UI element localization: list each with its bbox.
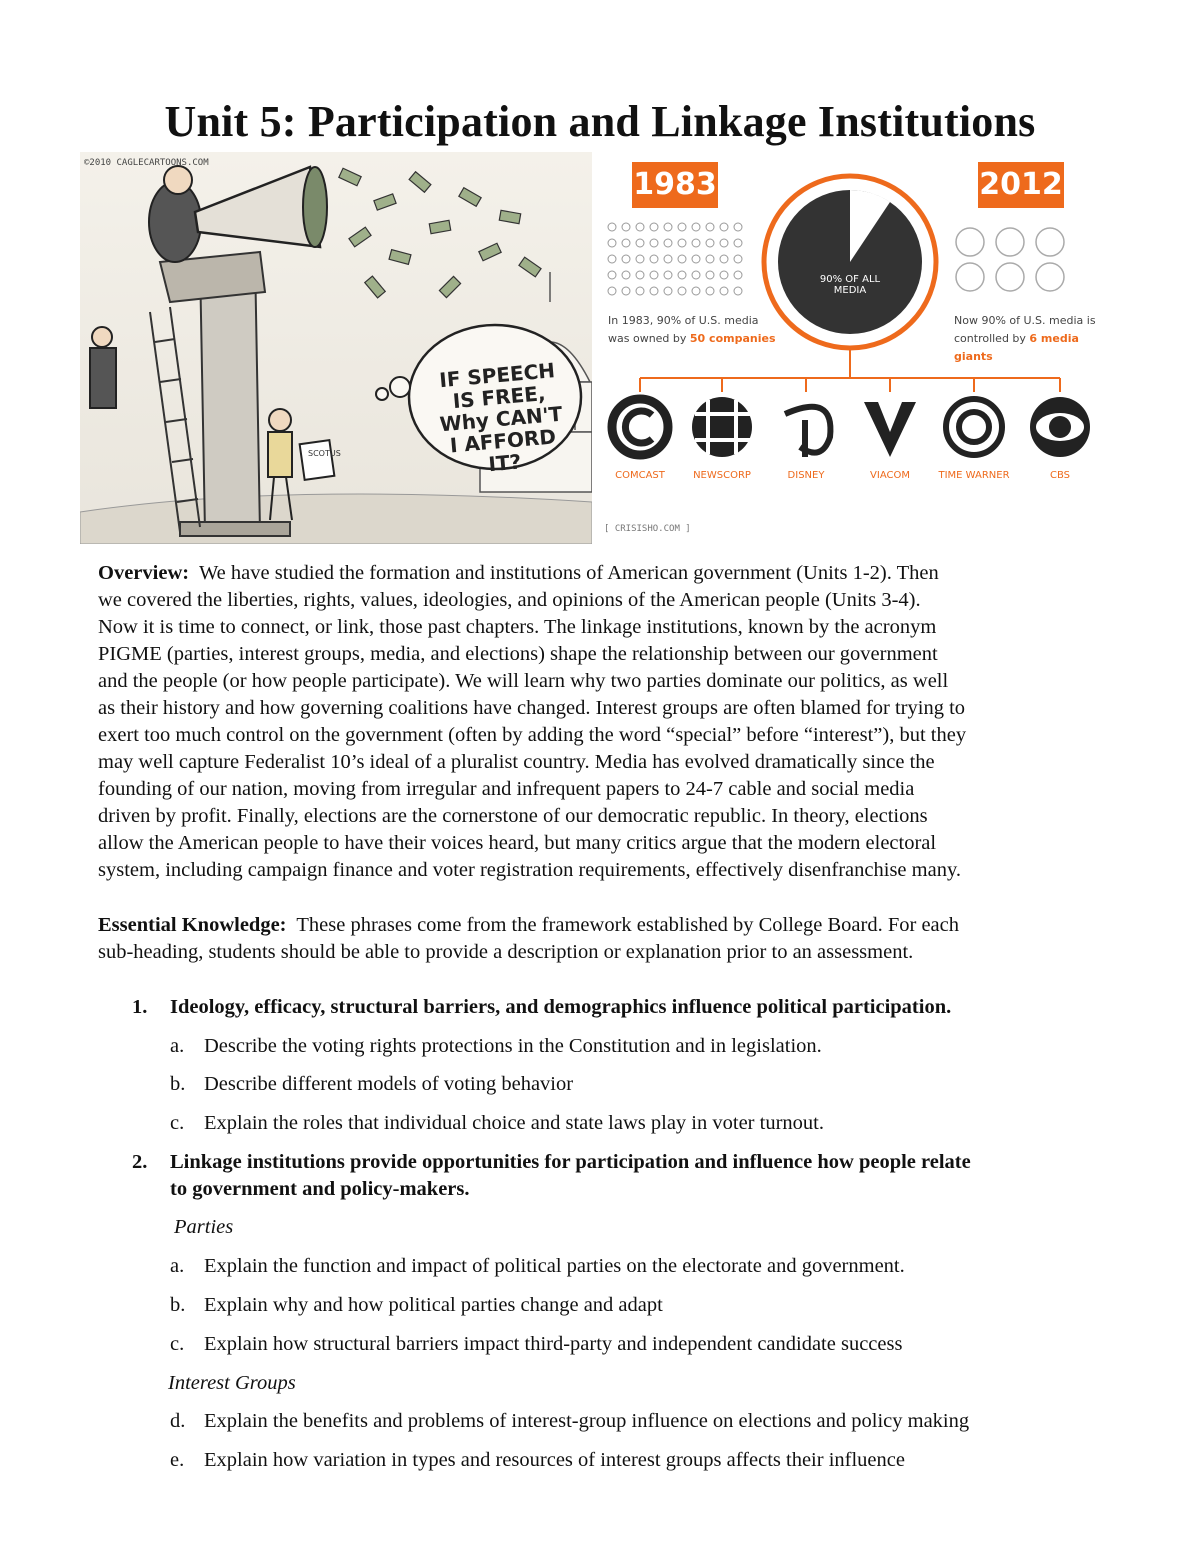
year-2012-badge: 2012 bbox=[978, 162, 1064, 208]
company-dot bbox=[706, 271, 714, 279]
cartoon-credit: ©2010 CAGLECARTOONS.COM bbox=[84, 158, 209, 168]
overview-line: allow the American people to have their voices heard, but many critics argue that the modern electoral bbox=[98, 832, 937, 854]
company-dot bbox=[608, 223, 616, 231]
overview-line: as their history and how governing coalitions have changed. Interest groups are often blamed for trying to bbox=[98, 697, 966, 719]
cartoon-bubble-text: IF SPEECH IS FREE, Why CAN'T I AFFORD IT? bbox=[438, 358, 564, 477]
list-heading: Ideology, efficacy, structural barriers, and demographics influence political participation. bbox=[170, 996, 952, 1018]
overview-line bbox=[98, 560, 1108, 587]
caption-2012 bbox=[954, 312, 1120, 366]
company-dot bbox=[706, 223, 714, 231]
company-dot bbox=[706, 287, 714, 295]
company-dot bbox=[608, 287, 616, 295]
caption-2012-highlight: 6 media giants bbox=[954, 332, 1079, 363]
company-dot bbox=[608, 239, 616, 247]
subheading-interest-groups: Interest Groups bbox=[168, 1372, 296, 1394]
overview-line: we covered the liberties, rights, values, ideologies, and opinions of the American people (Units 3-4). bbox=[98, 589, 921, 611]
sub-letter: b. bbox=[170, 1294, 186, 1316]
overview-line: may well capture Federalist 10’s ideal of a pluralist country. Media has evolved dramatically since the bbox=[98, 751, 935, 773]
company-dot bbox=[664, 239, 672, 247]
overview-line: driven by profit. Finally, elections are the cornerstone of our democratic republic. In theory, elections bbox=[98, 805, 928, 827]
company-dot bbox=[692, 271, 700, 279]
essential-line bbox=[98, 912, 1108, 939]
essential-text: These phrases come from the framework established by College Board. For each bbox=[296, 914, 960, 936]
company-dot bbox=[622, 255, 630, 263]
company-dot bbox=[608, 271, 616, 279]
list-number: 1. bbox=[132, 996, 148, 1018]
caption-1983-line1: In 1983, 90% of U.S. media bbox=[608, 314, 759, 327]
company-dot bbox=[720, 239, 728, 247]
company-dot bbox=[678, 287, 686, 295]
essential-knowledge-paragraph bbox=[98, 912, 1108, 966]
logo-label-time-warner: TIME WARNER bbox=[938, 470, 1010, 481]
company-dot bbox=[622, 223, 630, 231]
logo-label-cbs: CBS bbox=[1049, 470, 1070, 481]
company-dot bbox=[664, 255, 672, 263]
overview-label: Overview: bbox=[98, 562, 190, 584]
overview-line: exert too much control on the government (often by adding the word “special” before “interest”), but they bbox=[98, 724, 967, 746]
company-dot bbox=[664, 287, 672, 295]
logo-label-viacom: VIACOM bbox=[870, 470, 910, 481]
company-dot bbox=[706, 255, 714, 263]
sub-letter: c. bbox=[170, 1112, 185, 1134]
overview-text: We have studied the formation and institutions of American government (Units 1-2). Then bbox=[198, 562, 939, 584]
sub-letter: a. bbox=[170, 1255, 185, 1277]
company-dot bbox=[622, 271, 630, 279]
company-dot bbox=[636, 287, 644, 295]
sub-letter: b. bbox=[170, 1073, 186, 1095]
company-dot bbox=[720, 255, 728, 263]
company-dot bbox=[622, 239, 630, 247]
cartoon-sign-text: SCOTUS bbox=[308, 449, 341, 458]
sub-text: Explain how structural barriers impact third-party and independent candidate success bbox=[204, 1333, 903, 1355]
cartoon-drawing bbox=[80, 152, 592, 544]
caption-2012-line2 bbox=[954, 330, 1120, 366]
company-dot bbox=[636, 223, 644, 231]
list-heading-line1: Linkage institutions provide opportunities for participation and influence how people relate bbox=[170, 1151, 971, 1173]
company-dot bbox=[636, 255, 644, 263]
company-dot bbox=[622, 287, 630, 295]
company-dot bbox=[650, 223, 658, 231]
sub-text: Explain how variation in types and resources of interest groups affects their influence bbox=[204, 1449, 905, 1471]
sub-text: Describe the voting rights protections in the Constitution and in legislation. bbox=[204, 1035, 822, 1057]
company-dot bbox=[650, 239, 658, 247]
overview-line: Now it is time to connect, or link, those past chapters. The linkage institutions, known by the acronym bbox=[98, 616, 937, 638]
sub-text: Explain the function and impact of political parties on the electorate and government. bbox=[204, 1255, 905, 1277]
sub-letter: d. bbox=[170, 1410, 186, 1432]
page-title: Unit 5: Participation and Linkage Institutions bbox=[164, 97, 1036, 146]
overview-line: system, including campaign finance and voter registration requirements, effectively disenfranchise many. bbox=[98, 859, 961, 881]
caption-1983 bbox=[608, 312, 776, 348]
logo-label-newscorp: NEWSCORP bbox=[693, 470, 751, 481]
company-dot bbox=[692, 255, 700, 263]
company-dot bbox=[706, 239, 714, 247]
caption-1983-highlight: 50 companies bbox=[689, 332, 776, 345]
sub-text: Explain the roles that individual choice and state laws play in voter turnout. bbox=[204, 1112, 824, 1134]
caption-2012-text: controlled by bbox=[954, 332, 1030, 345]
company-dot bbox=[692, 239, 700, 247]
overview-line: PIGME (parties, interest groups, media, and elections) shape the relationship between our government bbox=[98, 643, 938, 665]
company-dot bbox=[734, 271, 742, 279]
company-dot bbox=[734, 255, 742, 263]
company-dot bbox=[678, 223, 686, 231]
sub-text: Explain the benefits and problems of interest-group influence on elections and policy making bbox=[204, 1410, 970, 1432]
logo-label-comcast: COMCAST bbox=[615, 470, 665, 481]
sub-letter: e. bbox=[170, 1449, 185, 1471]
company-dot bbox=[636, 239, 644, 247]
company-dot bbox=[734, 223, 742, 231]
company-dot bbox=[734, 287, 742, 295]
subheading-parties: Parties bbox=[174, 1216, 234, 1238]
sub-text: Explain why and how political parties change and adapt bbox=[204, 1294, 663, 1316]
company-dot bbox=[692, 287, 700, 295]
company-dot bbox=[650, 287, 658, 295]
company-dot bbox=[720, 223, 728, 231]
year-1983-badge: 1983 bbox=[632, 162, 718, 208]
overview-paragraph bbox=[98, 560, 1108, 884]
political-cartoon bbox=[80, 152, 592, 544]
pie-center-label: 90% OF ALL MEDIA bbox=[819, 274, 881, 296]
caption-1983-line2 bbox=[608, 330, 776, 348]
company-dot bbox=[636, 271, 644, 279]
company-dot bbox=[720, 271, 728, 279]
sub-text: Describe different models of voting behavior bbox=[204, 1073, 574, 1095]
company-dot bbox=[734, 239, 742, 247]
essential-line: sub-heading, students should be able to provide a description or explanation prior to an assessment. bbox=[98, 941, 914, 963]
company-dot bbox=[608, 255, 616, 263]
logo-label-disney: DISNEY bbox=[787, 470, 825, 481]
caption-1983-text: was owned by bbox=[608, 332, 690, 345]
media-ownership-infographic bbox=[600, 152, 1120, 544]
list-heading-line2: to government and policy-makers. bbox=[170, 1178, 470, 1200]
overview-line: founding of our nation, moving from irregular and infrequent papers to 24-7 cable and social media bbox=[98, 778, 915, 800]
company-dot bbox=[720, 287, 728, 295]
company-dot bbox=[650, 255, 658, 263]
company-dot bbox=[650, 271, 658, 279]
sub-letter: c. bbox=[170, 1333, 185, 1355]
company-dot bbox=[664, 271, 672, 279]
sub-letter: a. bbox=[170, 1035, 185, 1057]
company-dot bbox=[678, 271, 686, 279]
list-heading bbox=[170, 1149, 1110, 1203]
essential-label: Essential Knowledge: bbox=[98, 914, 287, 936]
company-dot bbox=[678, 255, 686, 263]
company-dot bbox=[692, 223, 700, 231]
infographic-credit: [ CRISISHO.COM ] bbox=[604, 524, 691, 534]
overview-line: and the people (or how people participate). We will learn why two parties dominate our politics, as well bbox=[98, 670, 949, 692]
caption-2012-line1: Now 90% of U.S. media is bbox=[954, 314, 1096, 327]
list-number: 2. bbox=[132, 1151, 148, 1173]
company-dot bbox=[664, 223, 672, 231]
company-dot bbox=[678, 239, 686, 247]
